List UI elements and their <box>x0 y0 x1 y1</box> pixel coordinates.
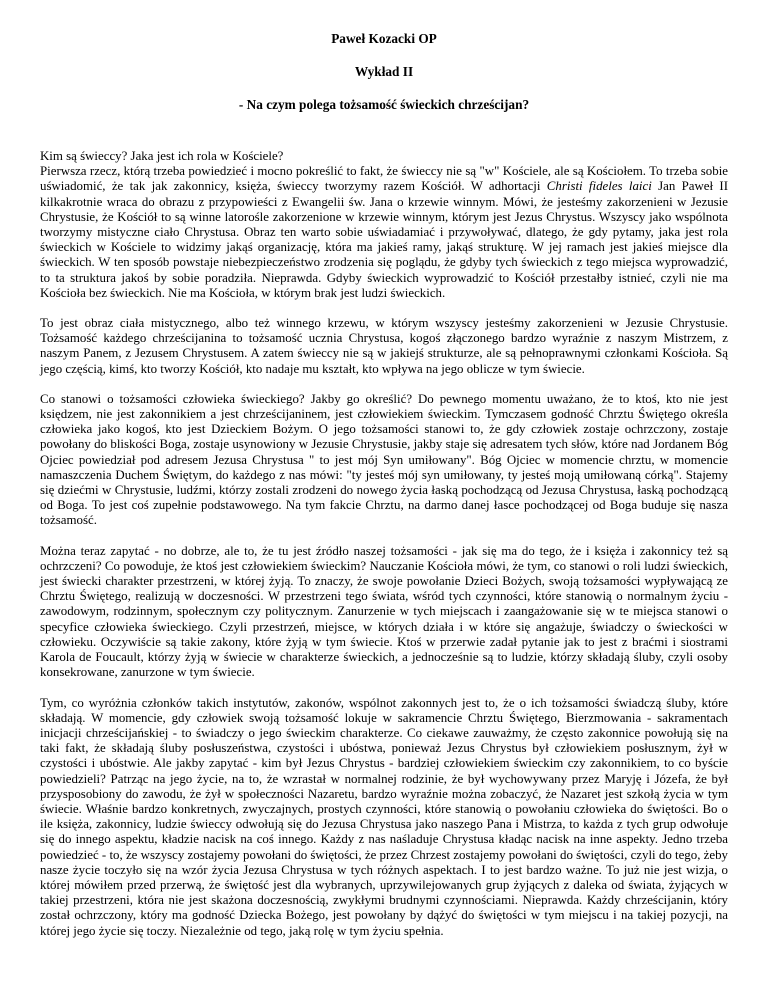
lecture-subtitle: - Na czym polega tożsamość świeckich chrześcijan? <box>238 97 530 112</box>
document-title-italic: Christi fideles laici <box>546 179 652 194</box>
paragraph-2: To jest obraz ciała mistycznego, albo też winnego krzewu, w którym wszyscy jesteśmy zakorzenieni w Jezusie Chrystusie. Tożsamość każdego chrześcijanina to tożsamość ucznia Chrystusa, kogoś złączonego bardzo wyraźnie z naszym Mistrzem, z naszym Panem, z Jezusem Chrystusem. A zatem świeccy nie są w jakiejś strukturze, ale są pełnoprawnymi członkami Kościoła. Są jego częścią, kimś, kto tworzy Kościół, kto nadaje mu kształt, kto wpływa na jego oblicze w tym świecie. <box>40 316 728 376</box>
paragraph-3: Co stanowi o tożsamości człowieka świeckiego? Jakby go określić? Do pewnego momentu uważano, że to ktoś, kto nie jest księdzem, nie jest zakonnikiem a jest chrześcijaninem, jest człowiekiem świeckim. Tymczasem godność Chrztu Świętego określa człowieka jako kogoś, kto jest Dzieckiem Bożym. O jego tożsamości stanowi to, że gdy człowiek zostaje ochrzczony, zostaje powołany do bliskości Boga, zostaje usynowiony w Jezusie Chrystusie, jakby staje się adresatem tych słów, które nad Jordanem Bóg Ojciec powiedział pod adresem Jezusa Chrystusa " to jest mój Syn umiłowany". Bóg Ojciec w momencie chrztu, w momencie namaszczenia Duchem Świętym, do każdego z nas mówi: "ty jesteś mój syn umiłowany, ty jesteś moją umiłowaną córką". Stajemy się dziećmi w Chrystusie, ludźmi, którzy zostali zrodzeni do nowego życia łaską pochodzącą od Jezusa Chrystusa, łaską pochodzącą od Boga. To jest coś zupełnie podstawowego. Na tym fakcie Chrztu, na darmo danej łasce pochodzącej od Boga buduje się nasza tożsamość. <box>40 391 728 528</box>
paragraph-1-first-line: Kim są świeccy? Jaka jest ich rola w Kościele? <box>40 149 284 163</box>
author-name: Paweł Kozacki OP <box>331 31 437 46</box>
paragraph-1-text-b: Jan Paweł II kilkakrotnie wraca do obrazu z przypowieści z Ewangelii św. Jana o krzewie winnym. Mówi, że jesteśmy zakorzenieni w Jezusie Chrystusie, że Kościół to są winne latorośle zakorzenione w krzewie winnym, którym jest Jezus Chrystus. Wszyscy jako wspólnota tworzymy mistyczne ciało Chrystusa. Obraz ten warto sobie uświadamiać i przywoływać, dlatego, że gdy pytamy, jaka jest rola świeckich w Kościele to widzimy jakąś organizację, która ma jakieś ramy, jakąś strukturę. W jej ramach jest jakieś miejsce dla świeckich. W ten sposób powstaje niebezpieczeństwo zrodzenia się poglądu, że gdyby tych świeckich z tego miejsca wyprowadzić, to ta struktura jakoś by sobie poradziła. Nieprawda. Gdyby świeckich wyprowadzić to Kościół przestałby istnieć, czyli nie ma Kościoła bez świeckich. Nie ma Kościoła, w którym brak jest ludzi świeckich. <box>40 179 728 300</box>
paragraph-1-text-a: Pierwsza rzecz, którą trzeba powiedzieć i mocno pokreślić to fakt, że świeccy nie są "w" Kościele, ale są Kościołem. To trzeba sobie uświadomić, że tak jak zakonnicy, księża, świeccy tworzymy razem Kościół. W adhortacji <box>40 164 728 194</box>
paragraph-4: Można teraz zapytać - no dobrze, ale to, że tu jest źródło naszej tożsamości - jak się ma do tego, że i księża i zakonnicy też są ochrzczeni? Co powoduje, że ktoś jest człowiekiem świeckim? Nauczanie Kościoła mówi, że tym, co stanowi o roli ludzi świeckich, jest świecki charakter przestrzeni, w której żyją. To znaczy, że swoje powołanie Dzieci Bożych, swoją tożsamości wypływającą ze Chrztu Świętego, realizują w doczesności. W przestrzeni tego świata, wśród tych czynności, które stanowią o normalnym życiu - zawodowym, rodzinnym, społecznym czy politycznym. Zanurzenie w tych miejscach i zaangażowanie się w te miejsca stanowi o specyfice człowieka świeckiego. Czyli przestrzeń, miejsce, w których działa i w które się angażuje, świadczy o świeckości w człowieku. Oczywiście są takie zakony, które żyją w tym świecie. Ktoś w przerwie zadał pytanie jak to jest z braćmi i siostrami Karola de Foucault, którzy żyją w świecie w charakterze świeckich, a jednocześnie są to ludzie, którzy składają śluby, czyli osoby konsekrowane, zanurzone w tym świecie. <box>40 543 728 680</box>
paragraph-5: Tym, co wyróżnia członków takich instytutów, zakonów, wspólnot zakonnych jest to, że o ich tożsamości świadczą śluby, które składają. W momencie, gdy człowiek swoją tożsamość lokuje w sakramencie Chrztu Świętego, Bierzmowania - sakramentach inicjacji chrześcijańskiej - to świadczy o jego świeckim charakterze. Co ciekawe zauważmy, że często zakonnice powołują się na taki fakt, że składają śluby posłuszeństwa, czystości i ubóstwa, ponieważ Jezus Chrystus był człowiekiem posłusznym, żył w czystości i ubóstwie. Ale jakby zapytać - kim był Jezus Chrystus - bardziej człowiekiem świeckim czy zakonnikiem, to co byście powiedzieli? Patrząc na jego życie, na to, że wzrastał w normalnej rodzinie, że był wychowywany przez Maryję i Józefa, że był przysposobiony do zawodu, że żył w społeczności Nazaretu, bardzo wyraźnie można zobaczyć, że Nazaret jest szkołą życia w tym świecie. Właśnie bardzo konkretnych, zwyczajnych, prostych czynności, które stanowią o powołaniu człowieka do świętości. Bo o ile księża, zakonnicy, ludzie świeccy odwołują się do Jezusa Chrystusa jako naszego Pana i Mistrza, to każda z tych grup odwołuje się do innego aspektu, kładzie nacisk na coś innego. Każdy z nas naśladuje Chrystusa kładąc nacisk na inne aspekty. Jedno trzeba powiedzieć - to, że wszyscy zostajemy powołani do świętości, że przez Chrzest zostajemy powołani do świętości, czyli do tego, żeby nasze życie toczyło się na wzór życia Jezusa Chrystusa w tych różnych aspektach. I to jest bardzo ważne. To już nie jest wizja, o której mówiłem przed przerwą, że świętość jest dla wybranych, uprzywilejowanych grup żyjących z daleka od świata, żyjących w takiej przestrzeni, która nie jest skażona doczesnością, zwykłymi brudnymi czynnościami. Nieprawda. Każdy chrześcijanin, który został ochrzczony, który ma godność Dziecka Bożego, jest powołany by dążyć do świętości w tym miejscu i na takiej pozycji, na której jego życie się toczy. Niezależnie od tego, jaką rolę w tym życiu spełnia. <box>40 695 728 938</box>
lecture-title: Wykład II <box>354 64 414 79</box>
document-body <box>40 149 728 939</box>
paragraph-1 <box>40 149 728 301</box>
